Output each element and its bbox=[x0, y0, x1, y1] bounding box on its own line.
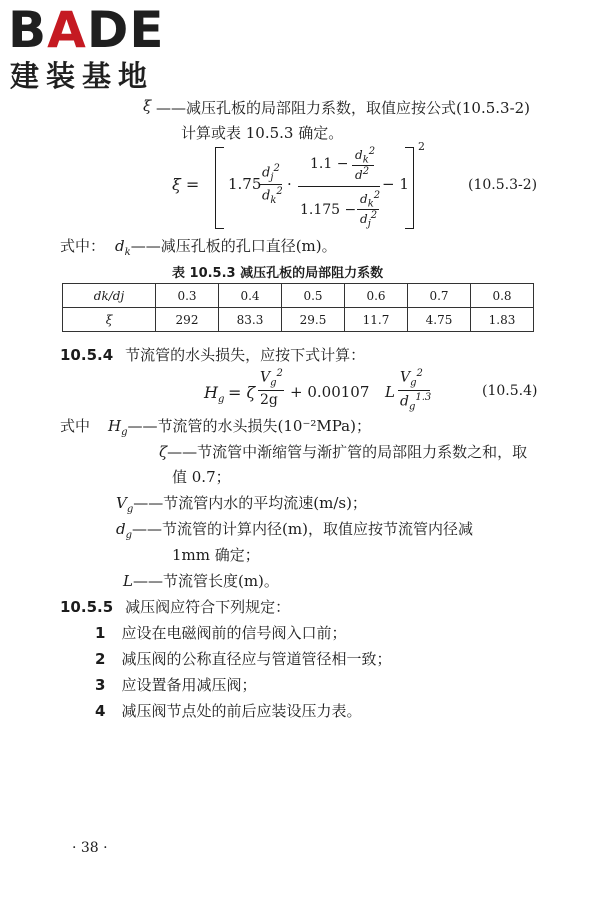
table-cell: 0.6 bbox=[345, 284, 408, 308]
list-item: 2 减压阀的公称直径应与管道管径相一致； bbox=[95, 650, 392, 668]
formula1-lhs: ξ = bbox=[172, 175, 200, 194]
section-10-5-5: 10.5.5 减压阀应符合下列规定： bbox=[60, 598, 291, 616]
table-cell: 0.5 bbox=[282, 284, 345, 308]
list-item: 3 应设置备用减压阀； bbox=[95, 676, 257, 694]
page-number: · 38 · bbox=[72, 840, 108, 856]
dk-def: 式中： $d_k——$减压孔板的孔口直径(m)。 bbox=[60, 237, 337, 258]
formula1-coef: 1.75 bbox=[228, 175, 262, 193]
def-dg-cont: 1mm 确定； bbox=[172, 546, 260, 564]
formula1-frac1-den: $d_k^2$ bbox=[262, 186, 283, 206]
def-zeta-cont: 值 0.7； bbox=[172, 468, 231, 486]
formula2-frac1-line bbox=[258, 390, 284, 391]
table-row1-head: dk/dj bbox=[63, 284, 156, 308]
formula1-num-frac-bottom: $d^2$ bbox=[355, 166, 370, 182]
formula2-frac2-line bbox=[398, 390, 430, 391]
formula1-bracket-right bbox=[405, 147, 414, 229]
def-vg: $V_g——$节流管内水的平均流速(m/s)； bbox=[116, 494, 367, 515]
formula1-eqno: (10.5.3-2) bbox=[468, 177, 538, 193]
table-cell: 0.8 bbox=[471, 284, 534, 308]
table-row bbox=[63, 308, 534, 332]
formula2-lhs: = ζ bbox=[228, 383, 256, 402]
section-10-5-4: 10.5.4 节流管的水头损失，应按下式计算： bbox=[60, 346, 366, 364]
table-caption: 表 10.5.3 减压孔板的局部阻力系数 bbox=[172, 266, 384, 281]
logo-letter-a: A bbox=[47, 1, 87, 59]
table-cell: 0.3 bbox=[156, 284, 219, 308]
formula2-eqno: (10.5.4) bbox=[482, 383, 538, 399]
list-item: 4 减压阀节点处的前后应装设压力表。 bbox=[95, 702, 362, 720]
table-row2-head: ξ bbox=[63, 308, 156, 332]
formula2-L: L bbox=[385, 383, 395, 401]
table-cell: 11.7 bbox=[345, 308, 408, 332]
formula1-bracket-left bbox=[215, 147, 224, 229]
table-cell: 29.5 bbox=[282, 308, 345, 332]
formula1-frac1-num: $d_j^2$ bbox=[262, 163, 280, 183]
xi-def-line2: 计算或表 10.5.3 确定。 bbox=[181, 124, 344, 142]
resistance-table bbox=[62, 283, 534, 332]
formula1-den-frac-bottom: $d_j^2$ bbox=[360, 210, 378, 230]
formula2-frac2-num: $V_g^2$ bbox=[400, 368, 423, 389]
logo-letter-b: B bbox=[8, 1, 48, 59]
formula2-frac1-den: 2g bbox=[260, 392, 278, 408]
table-row bbox=[63, 284, 534, 308]
xi-def-line1: ——减压孔板的局部阻力系数，取值应按公式(10.5.3-2) bbox=[156, 99, 531, 117]
logo-latin bbox=[8, 0, 165, 60]
formula1-frac1-line bbox=[260, 184, 282, 185]
formula1-big-line bbox=[298, 186, 380, 187]
def-hg: 式中 $H_g——$节流管的水头损失(10⁻²MPa)； bbox=[60, 417, 371, 438]
formula1-minus-one: − 1 bbox=[382, 175, 409, 193]
table-cell: 0.7 bbox=[408, 284, 471, 308]
def-L: L——节流管长度(m)。 bbox=[123, 572, 279, 590]
formula1-power: 2 bbox=[418, 140, 425, 153]
list-item: 1 应设在电磁阀前的信号阀入口前； bbox=[95, 624, 347, 642]
table-cell: 0.4 bbox=[219, 284, 282, 308]
formula1-den-frac-top: $d_k^2$ bbox=[360, 190, 381, 210]
formula1-num-frac-top: $d_k^2$ bbox=[355, 146, 376, 166]
logo-letters-de: DE bbox=[86, 1, 165, 59]
formula2-frac1-num: $V_g^2$ bbox=[260, 368, 283, 389]
table-cell: 1.83 bbox=[471, 308, 534, 332]
table-cell: 4.75 bbox=[408, 308, 471, 332]
formula2-h: $H_g$ bbox=[204, 383, 225, 406]
def-zeta: ζ——节流管中渐缩管与渐扩管的局部阻力系数之和，取 bbox=[159, 443, 528, 461]
table-cell: 83.3 bbox=[219, 308, 282, 332]
formula2-plus: + 0.00107 bbox=[290, 383, 370, 401]
table-cell: 292 bbox=[156, 308, 219, 332]
formula1-dot: · bbox=[287, 175, 292, 193]
logo-cjk: 建装基地 bbox=[10, 59, 155, 93]
formula2-frac2-den: $d_g^{1.3}$ bbox=[400, 392, 432, 413]
formula1-big-den: 1.175 − bbox=[300, 202, 357, 218]
formula1-big-num: 1.1 − bbox=[310, 156, 349, 172]
def-dg: $d_g——$节流管的计算内径(m)，取值应按节流管内径减 bbox=[116, 520, 473, 541]
xi-symbol: ξ bbox=[143, 97, 152, 115]
